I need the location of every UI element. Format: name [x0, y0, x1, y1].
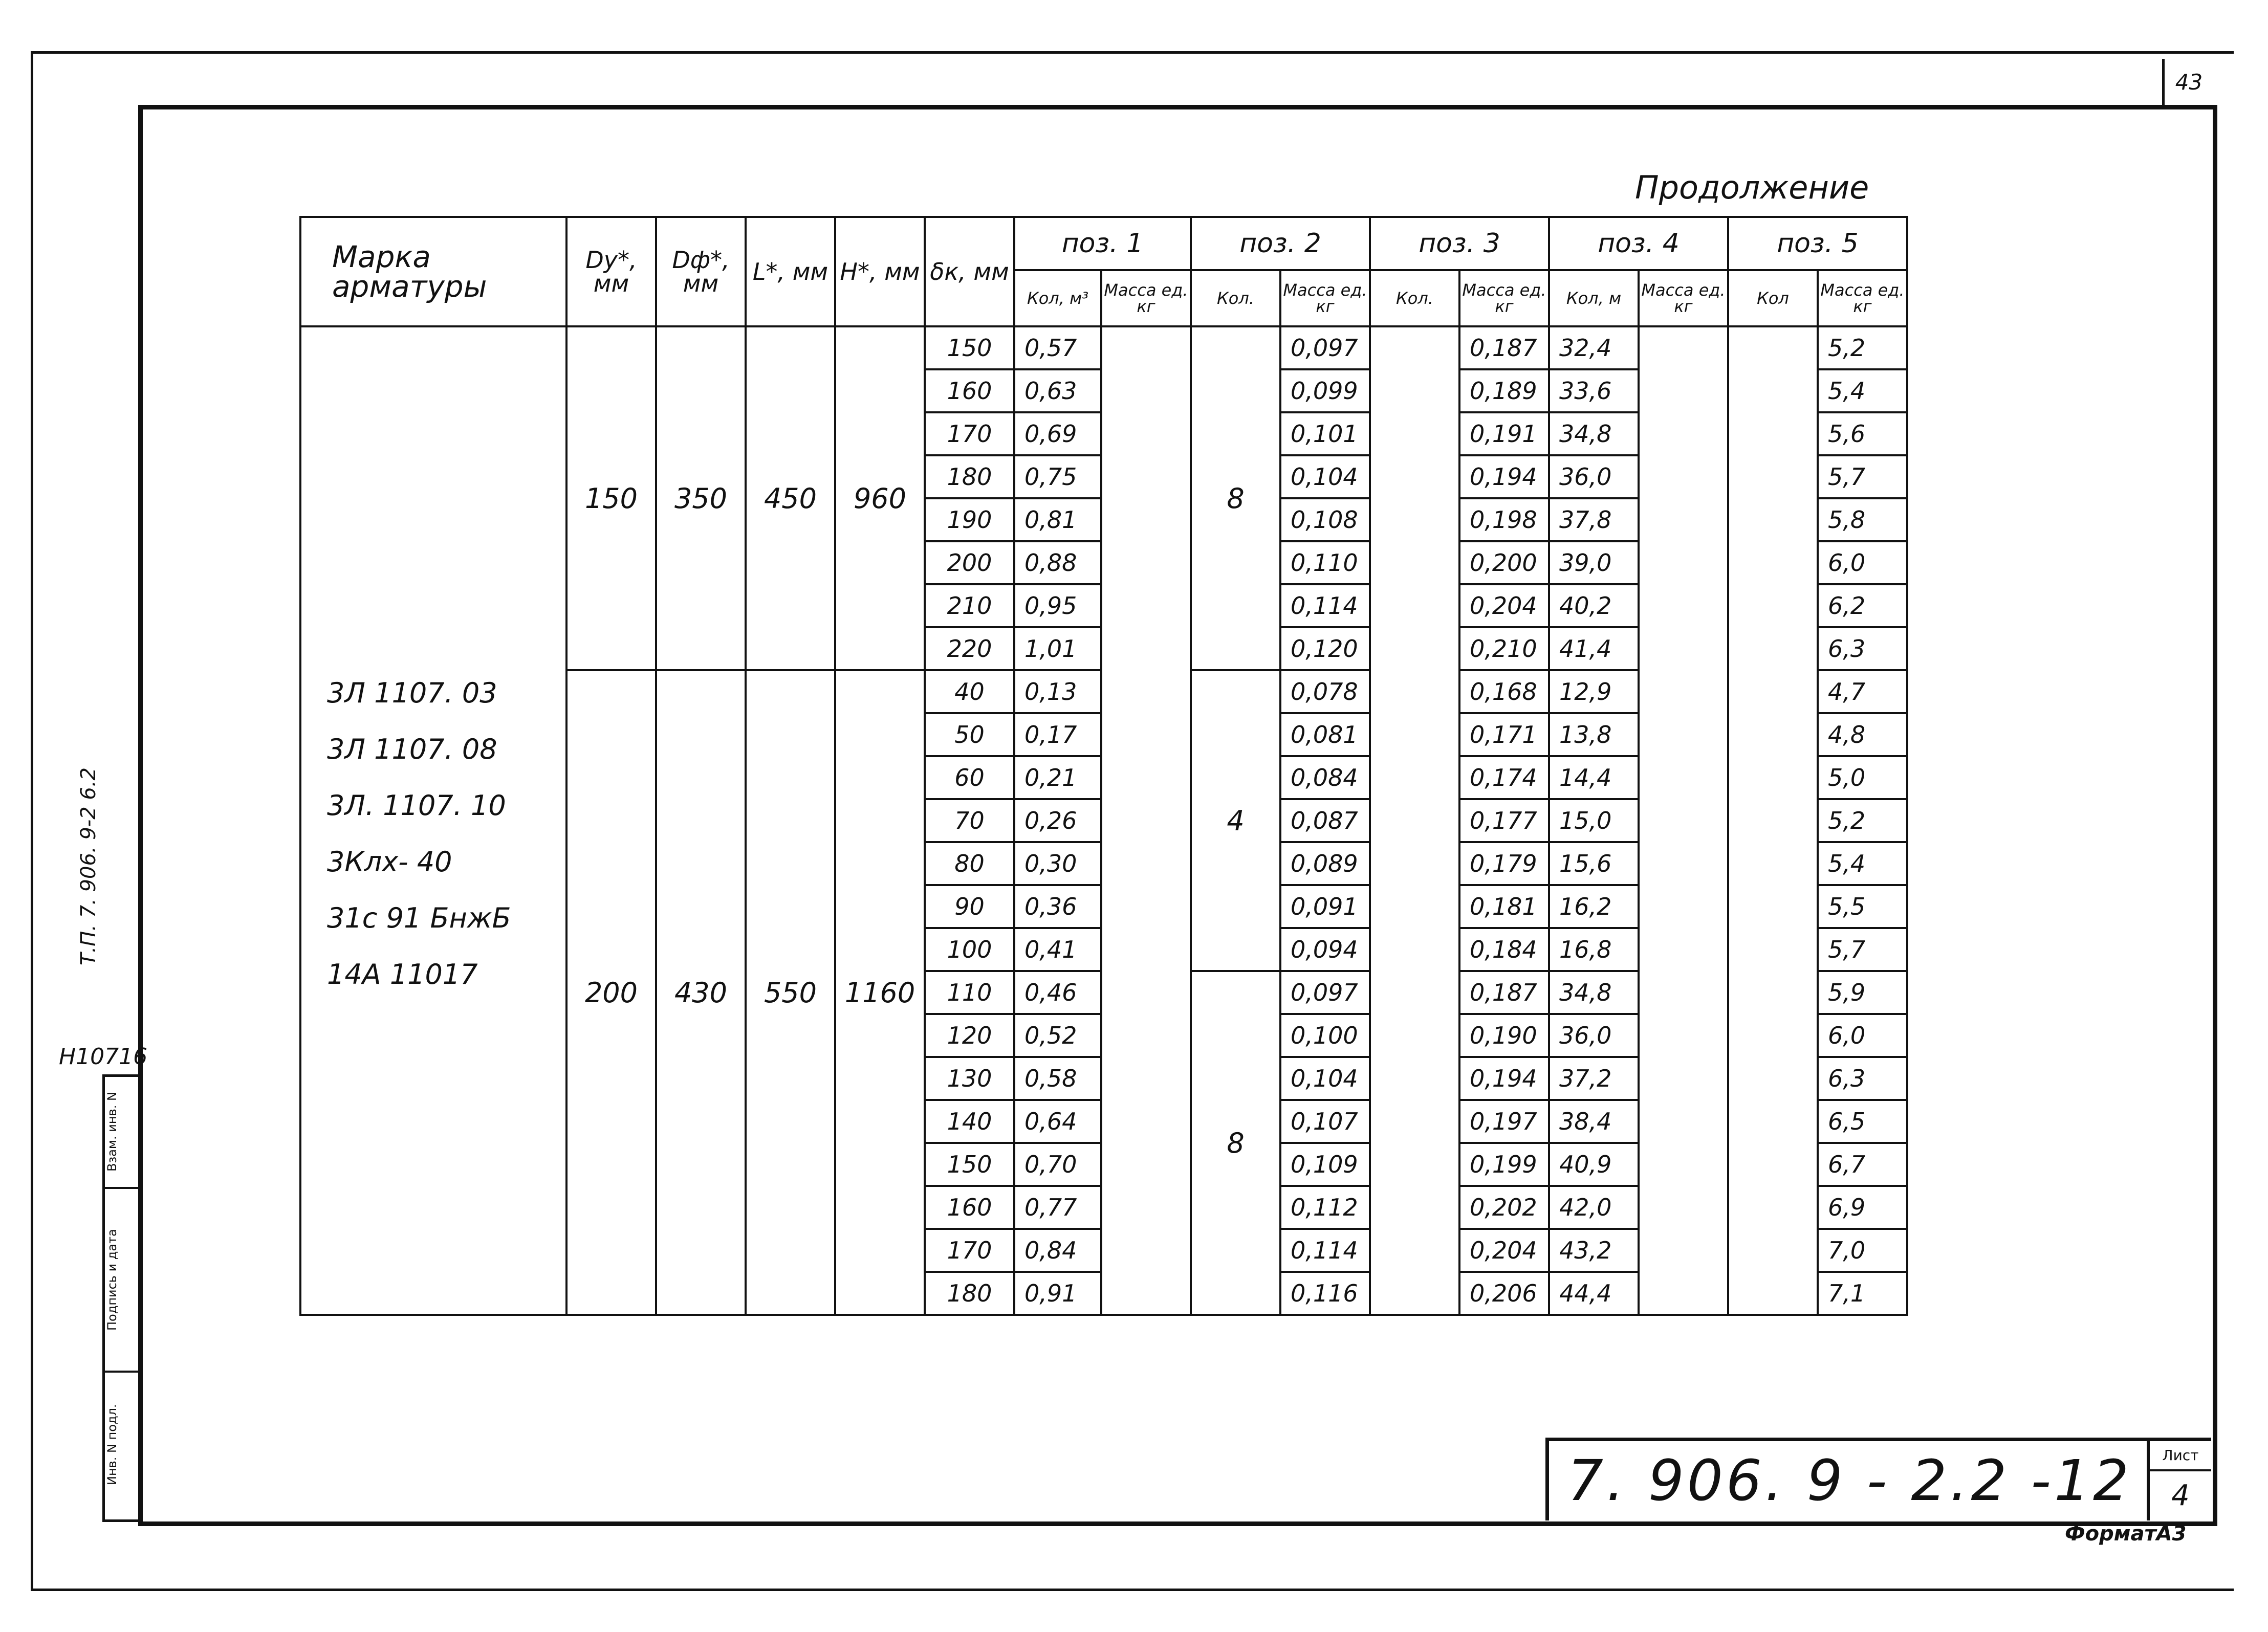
- header-pos5-mass: Масса ед. кг: [1818, 270, 1907, 326]
- cell-pos4-qty: 34,8: [1549, 412, 1639, 455]
- cell-pos4-qty: 43,2: [1549, 1229, 1639, 1272]
- cell-pos2-mass: 0,081: [1280, 713, 1370, 756]
- side-stamp-cell: [105, 1373, 141, 1517]
- cell-pos3-mass: 0,184: [1459, 928, 1549, 971]
- table-body: [300, 326, 1907, 1315]
- cell-pos1-qty: 0,63: [1014, 369, 1101, 412]
- cell-pos1-qty: 0,17: [1014, 713, 1101, 756]
- cell-pos3-mass: 0,198: [1459, 498, 1549, 541]
- cell-dk: 150: [925, 326, 1014, 369]
- cell-dk: 160: [925, 1186, 1014, 1229]
- cell-pos3-mass: 0,187: [1459, 326, 1549, 369]
- cell-pos5-mass: 5,0: [1818, 756, 1907, 799]
- cell-pos1-qty: 0,88: [1014, 541, 1101, 584]
- side-stamp-label: Инв. N подл.: [105, 1404, 119, 1486]
- sheet-box: [2147, 1438, 2211, 1520]
- cell-pos1-qty: 0,36: [1014, 885, 1101, 928]
- cell-pos2-mass: 0,089: [1280, 842, 1370, 885]
- cell-pos4-qty: 41,4: [1549, 627, 1639, 670]
- cell-pos2-mass: 0,100: [1280, 1014, 1370, 1057]
- cell-pos1-qty: 0,69: [1014, 412, 1101, 455]
- cell-pos4-qty: 32,4: [1549, 326, 1639, 369]
- cell-pos4-qty: 36,0: [1549, 455, 1639, 498]
- cell-dk: 180: [925, 1272, 1014, 1315]
- cell-pos3-mass: 0,200: [1459, 541, 1549, 584]
- cell-dk: 200: [925, 541, 1014, 584]
- cell-pos4-qty: 40,9: [1549, 1143, 1639, 1186]
- header-pos3: поз. 3: [1370, 217, 1549, 270]
- cell-pos5-mass: 5,2: [1818, 326, 1907, 369]
- cell-pos5-mass: 6,3: [1818, 627, 1907, 670]
- cell-pos4-qty: 39,0: [1549, 541, 1639, 584]
- cell-pos2-qty: 8: [1191, 971, 1280, 1315]
- cell-pos5-mass: 5,7: [1818, 928, 1907, 971]
- cell-pos4-qty: 14,4: [1549, 756, 1639, 799]
- header-pos1-qty: Кол, м³: [1014, 270, 1101, 326]
- cell-pos5-mass: 5,5: [1818, 885, 1907, 928]
- cell-pos3-mass: 0,171: [1459, 713, 1549, 756]
- cell-pos1-qty: 0,46: [1014, 971, 1101, 1014]
- cell-pos5-mass: 6,9: [1818, 1186, 1907, 1229]
- cell-pos1-qty: 0,21: [1014, 756, 1101, 799]
- inventory-number: Н10716: [59, 1044, 148, 1070]
- cell-pos5-mass: 6,2: [1818, 584, 1907, 627]
- header-mark: Марка арматуры: [300, 217, 566, 326]
- cell-pos2-mass: 0,107: [1280, 1100, 1370, 1143]
- cell-pos3-mass: 0,187: [1459, 971, 1549, 1014]
- cell-pos5-qty: [1728, 326, 1818, 1315]
- marks-list: [301, 327, 565, 1003]
- cell-pos3-mass: 0,168: [1459, 670, 1549, 713]
- cell-dk: 220: [925, 627, 1014, 670]
- side-stamp-label: Подпись и дата: [105, 1229, 119, 1331]
- cell-pos4-qty: 38,4: [1549, 1100, 1639, 1143]
- cell-pos3-mass: 0,210: [1459, 627, 1549, 670]
- cell-pos3-mass: 0,174: [1459, 756, 1549, 799]
- cell-pos2-mass: 0,097: [1280, 971, 1370, 1014]
- side-stamp-cell: [105, 1189, 141, 1373]
- header-pos1-mass: Масса ед. кг: [1101, 270, 1191, 326]
- cell-h: 960: [835, 326, 925, 670]
- cell-l: 450: [746, 326, 835, 670]
- header-h: H*, мм: [835, 217, 925, 326]
- cell-pos4-qty: 16,2: [1549, 885, 1639, 928]
- side-stamp-strip: [102, 1074, 141, 1522]
- cell-pos2-mass: 0,110: [1280, 541, 1370, 584]
- cell-pos2-mass: 0,108: [1280, 498, 1370, 541]
- cell-pos2-mass: 0,114: [1280, 584, 1370, 627]
- cell-dk: 160: [925, 369, 1014, 412]
- header-pos2-mass: Масса ед. кг: [1280, 270, 1370, 326]
- cell-pos3-mass: 0,190: [1459, 1014, 1549, 1057]
- cell-df: 350: [656, 326, 746, 670]
- cell-pos2-mass: 0,097: [1280, 326, 1370, 369]
- cell-pos4-qty: 34,8: [1549, 971, 1639, 1014]
- cell-dk: 140: [925, 1100, 1014, 1143]
- cell-pos1-qty: 0,77: [1014, 1186, 1101, 1229]
- marks-cell: [300, 326, 566, 1315]
- table-row: [300, 326, 1907, 369]
- cell-pos2-mass: 0,078: [1280, 670, 1370, 713]
- header-df: Dф*, мм: [656, 217, 746, 326]
- header-pos4: поз. 4: [1549, 217, 1728, 270]
- cell-pos4-qty: 36,0: [1549, 1014, 1639, 1057]
- specification-table: [299, 216, 1908, 1316]
- cell-pos2-mass: 0,099: [1280, 369, 1370, 412]
- cell-dk: 180: [925, 455, 1014, 498]
- cell-pos1-qty: 0,64: [1014, 1100, 1101, 1143]
- cell-pos3-mass: 0,181: [1459, 885, 1549, 928]
- cell-pos3-mass: 0,197: [1459, 1100, 1549, 1143]
- header-pos5-qty: Кол: [1728, 270, 1818, 326]
- cell-dk: 210: [925, 584, 1014, 627]
- cell-pos5-mass: 5,8: [1818, 498, 1907, 541]
- cell-dk: 120: [925, 1014, 1014, 1057]
- cell-pos3-mass: 0,199: [1459, 1143, 1549, 1186]
- cell-pos1-qty: 0,30: [1014, 842, 1101, 885]
- cell-dk: 80: [925, 842, 1014, 885]
- cell-pos3-mass: 0,194: [1459, 455, 1549, 498]
- cell-pos3-mass: 0,189: [1459, 369, 1549, 412]
- cell-pos3-mass: 0,204: [1459, 1229, 1549, 1272]
- header-pos4-mass: Масса ед. кг: [1639, 270, 1728, 326]
- cell-dk: 170: [925, 412, 1014, 455]
- cell-pos3-mass: 0,191: [1459, 412, 1549, 455]
- mark-item: 31с 91 БнжБ: [327, 902, 511, 934]
- cell-pos4-qty: 15,6: [1549, 842, 1639, 885]
- side-doc-label: Т.П. 7. 906. 9-2 6.2: [77, 767, 100, 965]
- cell-pos2-mass: 0,104: [1280, 455, 1370, 498]
- cell-pos5-mass: 6,5: [1818, 1100, 1907, 1143]
- cell-pos1-qty: 0,75: [1014, 455, 1101, 498]
- cell-pos1-qty: 0,91: [1014, 1272, 1101, 1315]
- cell-pos2-mass: 0,109: [1280, 1143, 1370, 1186]
- cell-pos5-mass: 4,8: [1818, 713, 1907, 756]
- page-number: 43: [2162, 59, 2213, 108]
- cell-pos2-mass: 0,120: [1280, 627, 1370, 670]
- cell-dk: 70: [925, 799, 1014, 842]
- cell-dk: 100: [925, 928, 1014, 971]
- header-pos2-qty: Кол.: [1191, 270, 1280, 326]
- cell-pos5-mass: 5,9: [1818, 971, 1907, 1014]
- side-stamp-cell: [105, 1077, 141, 1189]
- cell-pos1-qty: 0,41: [1014, 928, 1101, 971]
- cell-pos2-qty: 8: [1191, 326, 1280, 670]
- cell-dk: 150: [925, 1143, 1014, 1186]
- cell-pos4-qty: 16,8: [1549, 928, 1639, 971]
- cell-pos4-qty: 33,6: [1549, 369, 1639, 412]
- cell-pos4-qty: 12,9: [1549, 670, 1639, 713]
- cell-dk: 40: [925, 670, 1014, 713]
- cell-pos3-mass: 0,177: [1459, 799, 1549, 842]
- mark-item: 3Л 1107. 08: [327, 733, 497, 765]
- cell-pos4-qty: 15,0: [1549, 799, 1639, 842]
- cell-pos2-mass: 0,116: [1280, 1272, 1370, 1315]
- cell-pos1-qty: 0,58: [1014, 1057, 1101, 1100]
- cell-pos5-mass: 5,2: [1818, 799, 1907, 842]
- cell-pos5-mass: 4,7: [1818, 670, 1907, 713]
- cell-pos4-qty: 37,2: [1549, 1057, 1639, 1100]
- cell-pos1-qty: 0,84: [1014, 1229, 1101, 1272]
- header-dy: Dу*, мм: [566, 217, 656, 326]
- cell-pos3-mass: 0,204: [1459, 584, 1549, 627]
- document-number: 7. 906. 9 - 2.2 -12: [1545, 1438, 2150, 1520]
- side-stamp-label: Взам. инв. N: [105, 1092, 119, 1172]
- header-dk: δк, мм: [925, 217, 1014, 326]
- cell-pos5-mass: 5,4: [1818, 842, 1907, 885]
- header-pos2: поз. 2: [1191, 217, 1370, 270]
- cell-pos2-mass: 0,094: [1280, 928, 1370, 971]
- cell-pos4-qty: 42,0: [1549, 1186, 1639, 1229]
- header-pos3-qty: Кол.: [1370, 270, 1459, 326]
- cell-h: 1160: [835, 670, 925, 1315]
- cell-pos5-mass: 5,4: [1818, 369, 1907, 412]
- cell-pos4-mass: [1639, 326, 1728, 1315]
- cell-pos2-mass: 0,114: [1280, 1229, 1370, 1272]
- cell-pos5-mass: 5,7: [1818, 455, 1907, 498]
- cell-dy: 150: [566, 326, 656, 670]
- cell-pos4-qty: 37,8: [1549, 498, 1639, 541]
- cell-pos2-mass: 0,084: [1280, 756, 1370, 799]
- header-pos1: поз. 1: [1014, 217, 1191, 270]
- cell-dy: 200: [566, 670, 656, 1315]
- header-pos4-qty: Кол, м: [1549, 270, 1639, 326]
- cell-dk: 90: [925, 885, 1014, 928]
- cell-pos1-qty: 1,01: [1014, 627, 1101, 670]
- cell-pos2-qty: 4: [1191, 670, 1280, 971]
- cell-dk: 50: [925, 713, 1014, 756]
- cell-pos4-qty: 40,2: [1549, 584, 1639, 627]
- cell-pos1-qty: 0,26: [1014, 799, 1101, 842]
- header-pos5: поз. 5: [1728, 217, 1907, 270]
- cell-pos2-mass: 0,101: [1280, 412, 1370, 455]
- cell-pos2-mass: 0,112: [1280, 1186, 1370, 1229]
- cell-pos4-qty: 13,8: [1549, 713, 1639, 756]
- cell-dk: 170: [925, 1229, 1014, 1272]
- cell-df: 430: [656, 670, 746, 1315]
- cell-pos3-qty: [1370, 326, 1459, 1315]
- header-pos3-mass: Масса ед. кг: [1459, 270, 1549, 326]
- cell-pos2-mass: 0,091: [1280, 885, 1370, 928]
- cell-pos5-mass: 7,1: [1818, 1272, 1907, 1315]
- sheet-number: 4: [2171, 1479, 2190, 1512]
- mark-item: 14А 11017: [327, 958, 478, 990]
- cell-pos1-qty: 0,70: [1014, 1143, 1101, 1186]
- cell-pos2-mass: 0,087: [1280, 799, 1370, 842]
- cell-pos4-qty: 44,4: [1549, 1272, 1639, 1315]
- cell-pos5-mass: 5,6: [1818, 412, 1907, 455]
- cell-pos3-mass: 0,194: [1459, 1057, 1549, 1100]
- sheet-label: Лист: [2150, 1441, 2211, 1471]
- cell-dk: 110: [925, 971, 1014, 1014]
- cell-dk: 60: [925, 756, 1014, 799]
- cell-l: 550: [746, 670, 835, 1315]
- cell-pos3-mass: 0,202: [1459, 1186, 1549, 1229]
- cell-pos5-mass: 6,3: [1818, 1057, 1907, 1100]
- cell-pos5-mass: 7,0: [1818, 1229, 1907, 1272]
- cell-pos5-mass: 6,7: [1818, 1143, 1907, 1186]
- cell-pos1-qty: 0,13: [1014, 670, 1101, 713]
- mark-item: 3Клх- 40: [327, 846, 452, 878]
- cell-pos1-qty: 0,95: [1014, 584, 1101, 627]
- mark-item: 3Л. 1107. 10: [327, 789, 506, 822]
- cell-pos3-mass: 0,206: [1459, 1272, 1549, 1315]
- continuation-label: Продолжение: [1635, 169, 1869, 206]
- cell-pos1-mass: [1101, 326, 1191, 1315]
- header-l: L*, мм: [746, 217, 835, 326]
- mark-item: 3Л 1107. 03: [327, 677, 497, 709]
- cell-pos1-qty: 0,52: [1014, 1014, 1101, 1057]
- cell-dk: 130: [925, 1057, 1014, 1100]
- cell-pos5-mass: 6,0: [1818, 1014, 1907, 1057]
- cell-pos3-mass: 0,179: [1459, 842, 1549, 885]
- cell-pos2-mass: 0,104: [1280, 1057, 1370, 1100]
- cell-dk: 190: [925, 498, 1014, 541]
- cell-pos1-qty: 0,57: [1014, 326, 1101, 369]
- cell-pos5-mass: 6,0: [1818, 541, 1907, 584]
- cell-pos1-qty: 0,81: [1014, 498, 1101, 541]
- format-label: ФорматА3: [2065, 1522, 2187, 1546]
